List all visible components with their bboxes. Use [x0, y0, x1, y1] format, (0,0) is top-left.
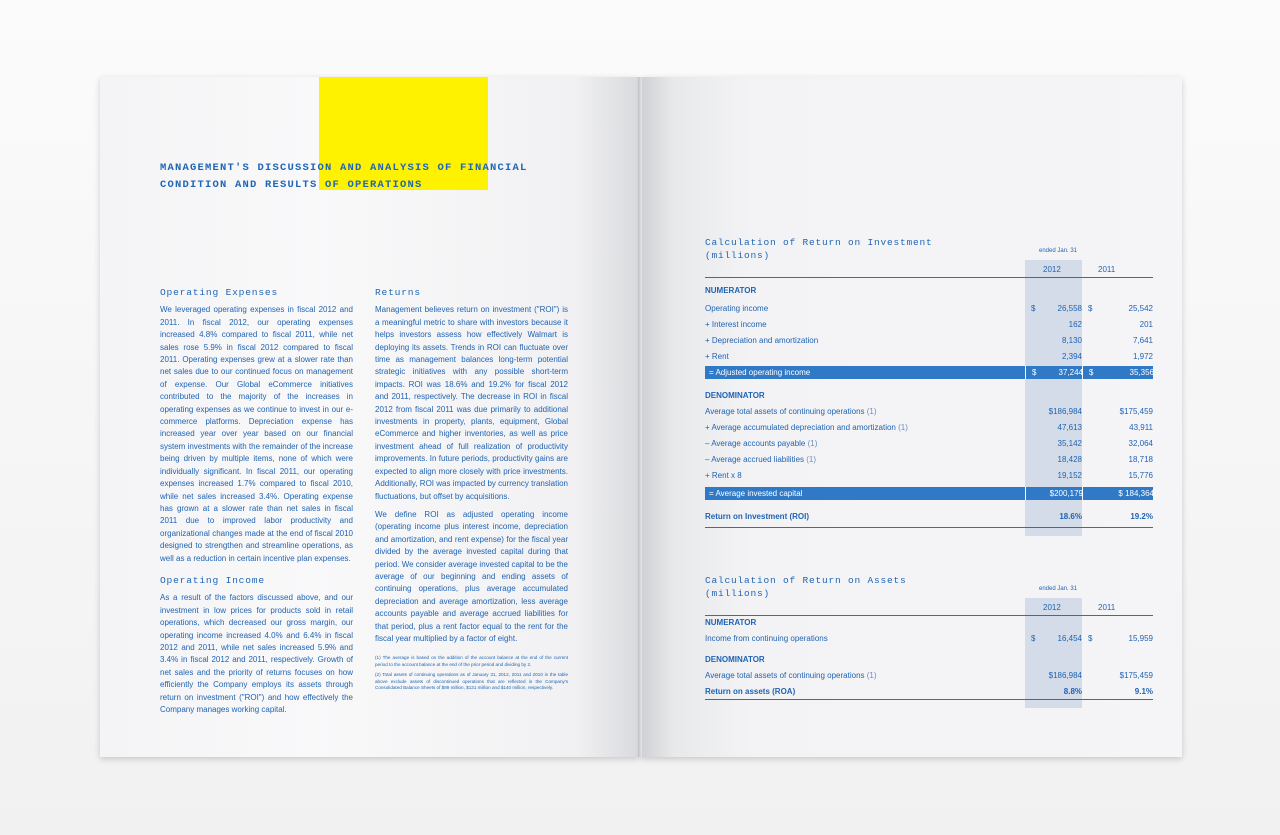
cell-value: 19,152 [1057, 471, 1082, 480]
value-2012 [1025, 302, 1082, 315]
value-2011 [1082, 405, 1153, 418]
row-label-text: Average total assets of continuing operations [705, 671, 865, 680]
table-row [705, 453, 1153, 466]
table-row [705, 685, 1153, 698]
cell-value: 162 [1068, 320, 1082, 329]
row-label [705, 421, 908, 434]
operating-income-paragraph: As a result of the factors discussed above, and our investment in low prices for products sold in retail operations, which decreased our gross margin, our operating income increased 4.0% and 6.4% in fiscal 2012 and 2011, while net sales increased 5.9% and 3.4% in fiscal 2012 and 2011, respectively. Growth of net sales and the priority of returns focuses on how efficiently the Company employs its assets through return on investment ("ROI") and how effectively the Company manages working capital. [160, 593, 353, 714]
currency-symbol: $ [1031, 634, 1036, 643]
returns-paragraph-1: Management believes return on investment ("ROI") is a meaningful metric to share with investors because it helps investors assess how effectively Walmart is deploying its assets. Trends in ROI can fluctuate over time as management balances long-term potential strategic initiatives with any possible short-term impacts. ROI was 18.6% and 19.2% for fiscal 2012 and 2011, respectively. The decrease in ROI in fiscal 2012 from fiscal 2011 was due primarily to additional investments in property, plants, equipment, Global eCommerce and higher inventories, as well as price investment ahead of full realization of productivity improvements. In future periods, productivity gains are expected to align more closely with price investments. Additionally, ROI was impacted by currency translation fluctuations, but offset by acquisitions. [375, 305, 568, 501]
cell-value: 32,064 [1128, 439, 1153, 448]
page-title-line-2: CONDITION AND RESULTS OF OPERATIONS [160, 179, 423, 191]
roa-title-line-1: Calculation of Return on Assets [705, 575, 907, 586]
roi-year-2012: 2012 [1043, 265, 1061, 274]
table-row [705, 653, 1153, 666]
value-2011 [1082, 685, 1153, 698]
value-2011 [1082, 437, 1153, 450]
roi-header-rule [705, 277, 1153, 278]
row-label [705, 616, 756, 629]
row-label [705, 453, 816, 466]
value-2011 [1082, 318, 1153, 331]
roi-bottom-rule [705, 527, 1153, 528]
value-2012 [1025, 421, 1082, 434]
left-text-column [160, 287, 353, 722]
value-2012 [1025, 437, 1082, 450]
row-label-text: = Adjusted operating income [709, 368, 811, 377]
cell-value: 9.1% [1134, 687, 1153, 696]
footnotes [375, 655, 568, 691]
row-label [705, 302, 768, 315]
footnote-ref: (1) [807, 439, 818, 448]
row-label [705, 350, 729, 363]
cell-value: 18,718 [1128, 455, 1153, 464]
row-label-text: DENOMINATOR [705, 391, 765, 400]
row-label-text: Average total assets of continuing operations [705, 407, 865, 416]
table-row [705, 632, 1153, 645]
row-label-text: Return on assets (ROA) [705, 687, 796, 696]
value-2012 [1025, 632, 1082, 645]
table-row [705, 437, 1153, 450]
row-label [705, 334, 818, 347]
value-2012 [1025, 510, 1082, 523]
value-2012 [1025, 366, 1083, 379]
cell-value: 43,911 [1129, 423, 1153, 432]
cell-value: 16,454 [1057, 634, 1082, 643]
row-label [705, 669, 877, 682]
section-heading-operating-expenses: Operating Expenses [160, 287, 279, 298]
row-label [705, 469, 742, 482]
cell-value: 47,613 [1057, 423, 1082, 432]
row-label [705, 632, 828, 645]
value-2012 [1025, 318, 1082, 331]
footnote-ref: (1) [898, 423, 908, 432]
row-label [705, 510, 809, 523]
row-label [705, 487, 802, 500]
cell-value: 7,641 [1132, 336, 1153, 345]
table-row [705, 318, 1153, 331]
cell-value: $ 184,364 [1118, 489, 1154, 498]
value-2011 [1082, 469, 1153, 482]
right-text-column [375, 287, 568, 695]
section-heading-returns: Returns [375, 287, 421, 298]
value-2011 [1082, 350, 1153, 363]
page-title-line-1: MANAGEMENT'S DISCUSSION AND ANALYSIS OF FINANCIAL [160, 162, 528, 174]
cell-value: 26,558 [1057, 304, 1082, 313]
cell-value: 8.8% [1063, 687, 1082, 696]
value-2012 [1025, 453, 1082, 466]
cell-value: 15,776 [1128, 471, 1153, 480]
roa-period-label: ended Jan. 31 [1039, 586, 1078, 592]
cell-value: 2,394 [1061, 352, 1082, 361]
table-row [705, 302, 1153, 315]
cell-value: 18,428 [1057, 455, 1082, 464]
table-row [705, 669, 1153, 682]
currency-symbol: $ [1088, 304, 1093, 313]
row-label-text: – Average accounts payable [705, 439, 806, 448]
cell-value: $200,179 [1049, 489, 1083, 498]
row-label-text: – Average accrued liabilities [705, 455, 805, 464]
table-row [705, 616, 1153, 629]
cell-value: 35,356 [1129, 368, 1154, 377]
table-row [705, 421, 1153, 434]
cell-value: 1,972 [1132, 352, 1153, 361]
row-label-text: + Rent x 8 [705, 471, 742, 480]
returns-paragraph-2: We define ROI as adjusted operating income (operating income plus interest income, depreciation and amortization, and rent expense) for the fiscal year divided by the average invested capital during that period. We consider average invested capital to be the average of our beginning and ending assets of continuing operations, plus average accumulated depreciation and average amortization, less average accounts payable and average accrued liabilities for that period, plus a rent factor equal to the rent for the fiscal year multiplied by a factor of eight. [375, 509, 568, 643]
cell-value: $186,984 [1048, 671, 1082, 680]
row-label [705, 405, 877, 418]
value-2011 [1082, 366, 1154, 379]
roa-title-line-2: (millions) [705, 588, 771, 599]
table-row [705, 469, 1153, 482]
roa-bottom-rule [705, 699, 1153, 700]
row-label [705, 318, 767, 331]
row-label-text: Income from continuing operations [705, 634, 828, 643]
roi-table [705, 236, 1153, 536]
row-label-text: Operating income [705, 304, 769, 313]
value-2012 [1025, 669, 1082, 682]
cell-value: 19.2% [1130, 512, 1153, 521]
page-title [160, 160, 540, 194]
row-label [705, 685, 795, 698]
row-label [705, 366, 810, 379]
roi-table-title [705, 236, 933, 262]
roa-table-title [705, 574, 907, 600]
value-2011 [1082, 669, 1153, 682]
row-label [705, 284, 756, 297]
cell-value: 25,542 [1128, 304, 1153, 313]
currency-symbol: $ [1088, 634, 1093, 643]
table-row [705, 284, 1153, 297]
value-2011 [1082, 334, 1153, 347]
currency-symbol: $ [1032, 368, 1037, 377]
table-row [705, 350, 1153, 363]
row-label [705, 653, 765, 666]
row-label-text: NUMERATOR [705, 286, 757, 295]
currency-symbol: $ [1031, 304, 1036, 313]
table-row [705, 510, 1153, 523]
value-2011 [1082, 487, 1154, 500]
value-2012 [1025, 405, 1082, 418]
value-2011 [1082, 302, 1153, 315]
footnote-2: (2) Total assets of continuing operations as of January 31, 2012, 2011 and 2010 in the table above exclude assets of discontinued operations that are reflected in the Company's Consolidated Balance Sheets of $89 million, $131 million and $140 million, respectively. [375, 672, 568, 690]
cell-value: 8,130 [1061, 336, 1082, 345]
roa-year-2011: 2011 [1098, 603, 1116, 612]
roi-title-line-1: Calculation of Return on Investment [705, 237, 933, 248]
row-label-text: + Average accumulated depreciation and amortization [705, 423, 896, 432]
footnote-ref: (1) [866, 671, 877, 680]
roa-year-2012: 2012 [1043, 603, 1061, 612]
roi-title-line-2: (millions) [705, 250, 771, 261]
value-2012 [1025, 334, 1082, 347]
roi-year-2011: 2011 [1098, 265, 1116, 274]
cell-value: 18.6% [1059, 512, 1082, 521]
row-label-text: DENOMINATOR [705, 655, 765, 664]
table-row [705, 405, 1153, 418]
row-label-text: + Depreciation and amortization [705, 336, 819, 345]
cell-value: 35,142 [1057, 439, 1082, 448]
row-label-text: NUMERATOR [705, 618, 757, 627]
row-label-text: = Average invested capital [709, 489, 803, 498]
table-row [705, 334, 1153, 347]
value-2011 [1082, 510, 1153, 523]
cell-value: $186,984 [1048, 407, 1082, 416]
table-row [705, 389, 1153, 402]
cell-value: $175,459 [1119, 671, 1153, 680]
value-2011 [1082, 632, 1153, 645]
value-2012 [1025, 469, 1082, 482]
section-heading-operating-income: Operating Income [160, 574, 265, 586]
cell-value: 201 [1139, 320, 1153, 329]
row-label-text: Return on Investment (ROI) [705, 512, 810, 521]
cell-value: $175,459 [1119, 407, 1153, 416]
row-label-text: + Rent [705, 352, 729, 361]
roa-table [705, 574, 1153, 714]
row-label [705, 437, 817, 450]
currency-symbol: $ [1089, 368, 1094, 377]
row-label [705, 389, 765, 402]
operating-expenses-paragraph: We leveraged operating expenses in fiscal 2012 and 2011. In fiscal 2012, our operating expenses increased 4.8% compared to fiscal 2011, while net sales rose 5.9% in fiscal 2012 compared to fiscal 2011. Operating expenses grew at a slower rate than net sales due to our continued focus on management of expense. Our Global eCommerce initiatives contributed to the majority of the increases in operating expenses as we continue to invest in our e-commerce platforms. Depreciation expense has increased year over year based on our financial system investments with the remainder of the increase being driven by multiple items, none of which were individually significant. In fiscal 2011, our operating expenses increased 1.7% compared to fiscal 2010, while net sales increased 3.4%. Operating expense has grown at a slower rate than net sales in fiscal 2011 due to improved labor productivity and organizational changes made at the end of fiscal 2010 designed to strengthen and streamline operations, as well as a reduction in certain incentive plan expenses. [160, 305, 353, 563]
table-row [705, 366, 1153, 379]
table-row [705, 487, 1153, 500]
value-2012 [1025, 685, 1082, 698]
footnote-1: (1) The average is based on the addition of the account balance at the end of the current period to the account balance at the end of the prior period and dividing by 2. [375, 655, 568, 667]
footnote-ref: (1) [866, 407, 877, 416]
footnote-ref: (1) [806, 455, 817, 464]
cell-value: 37,244 [1058, 368, 1083, 377]
spine-fold [638, 77, 642, 757]
roi-period-label: ended Jan. 31 [1039, 248, 1078, 254]
value-2012 [1025, 487, 1083, 500]
cell-value: 15,959 [1128, 634, 1153, 643]
row-label-text: + Interest income [705, 320, 767, 329]
value-2011 [1082, 453, 1153, 466]
value-2011 [1082, 421, 1153, 434]
value-2012 [1025, 350, 1082, 363]
